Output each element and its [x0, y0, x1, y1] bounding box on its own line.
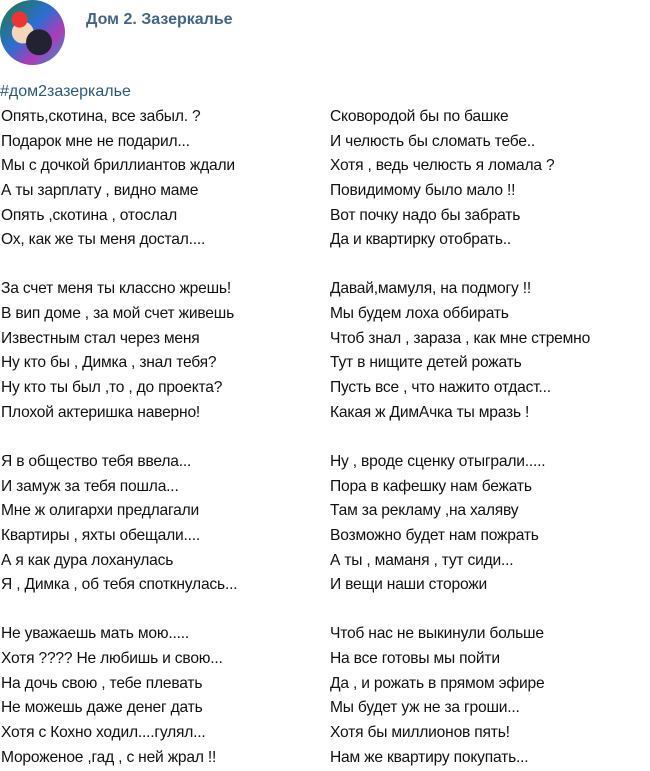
- poem-line: Давай,мамуля, на подмогу !!: [330, 280, 531, 298]
- poem-line: На дочь свою , тебе плевать: [1, 674, 203, 692]
- poem-line: Да , и рожать в прямом эфире: [330, 674, 545, 692]
- poem-line: На все готовы мы пойти: [330, 650, 500, 668]
- poem-line: Да и квартирку отобрать..: [330, 231, 512, 249]
- poem-line: Какая ж ДимАчка ты мразь !: [330, 403, 530, 421]
- poem-line: За счет меня ты классно жрешь!: [1, 280, 231, 298]
- poem-line: Я в общество тебя ввела...: [1, 452, 192, 470]
- poem-line: В вип доме , за мой счет живешь: [1, 305, 234, 323]
- poem-line: А я как дура лоханулась: [1, 551, 174, 569]
- poem-line: А ты зарплату , видно маме: [1, 181, 199, 199]
- poem-line: Ох, как же ты меня достал....: [1, 231, 206, 249]
- poem-line: Мне ж олигархи предлагали: [1, 502, 200, 520]
- poem-left-column: [1, 105, 237, 770]
- poem-line: Там за рекламу ,на халяву: [330, 502, 519, 520]
- poem-line: Ну кто ты был ,то , до проекта?: [1, 379, 223, 397]
- poem-line: А ты , маманя , тут сиди...: [330, 551, 514, 569]
- poem-line: Чтоб знал , зараза , как мне стремно: [330, 329, 591, 347]
- poem-line: Нам же квартиру покупать...: [330, 748, 529, 766]
- poem-line: И замуж за тебя пошла...: [1, 477, 179, 495]
- poem-line: Хотя бы миллионов пять!: [330, 724, 510, 742]
- poem-line: Опять ,скотина , отослал: [1, 206, 178, 224]
- hashtag-link[interactable]: #дом2зазеркалье: [0, 83, 131, 100]
- poem-line: [330, 253, 590, 278]
- poem-line: И челюсть бы сломать тебе..: [330, 132, 536, 150]
- poem-line: Мы с дочкой бриллиантов ждали: [1, 157, 235, 175]
- poem-line: Тут в нищите детей рожать: [330, 354, 522, 372]
- poem-line: Не уважаешь мать мою.....: [1, 625, 189, 643]
- poem-line: Пора в кафешку нам бежать: [330, 477, 532, 495]
- poem-line: Ну кто бы , Димка , знал тебя?: [1, 354, 217, 372]
- poem-line: Сковородой бы по башке: [330, 108, 509, 125]
- poem-line: [1, 598, 237, 623]
- poem-line: Мороженое ,гад , с ней жрал !!: [1, 748, 217, 766]
- poem-line: [1, 425, 237, 450]
- poem-line: Хотя с Кохно ходил....гулял...: [1, 724, 206, 742]
- group-avatar[interactable]: [0, 0, 65, 65]
- poem-right-column: [330, 105, 590, 770]
- poem-line: Ну , вроде сценку отыграли.....: [330, 452, 546, 470]
- poem-line: Подарок мне не подарил...: [1, 132, 190, 150]
- poem-line: [1, 253, 237, 278]
- poem-line: [330, 598, 590, 623]
- poem-line: Хотя , ведь челюсть я ломала ?: [330, 157, 555, 175]
- poem-line: Возможно будет нам пожрать: [330, 526, 539, 544]
- poem-line: Плохой актеришка наверно!: [1, 403, 201, 421]
- poem-line: [330, 425, 590, 450]
- poem-line: Не можешь даже денег дать: [1, 699, 203, 717]
- poem-line: Известным стал через меня: [1, 329, 200, 347]
- poem-line: Вот почку надо бы забрать: [330, 206, 521, 224]
- poem-line: Пусть все , что нажито отдаст...: [330, 379, 551, 397]
- poem-line: И вещи наши сторожи: [330, 576, 487, 594]
- poem-line: Квартиры , яхты обещали....: [1, 526, 201, 544]
- poem-line: Я , Димка , об тебя споткнулась...: [1, 576, 238, 594]
- poem-line: Мы будет уж не за гроши...: [330, 699, 520, 717]
- poem-line: Хотя ???? Не любишь и свою...: [1, 650, 223, 668]
- group-title[interactable]: Дом 2. Зазеркалье: [86, 11, 233, 28]
- poem-line: Мы будем лоха оббирать: [330, 305, 509, 323]
- poem-line: Чтоб нас не выкинули больше: [330, 625, 544, 643]
- poem-line: Повидимому было мало !!: [330, 181, 516, 199]
- poem-line: Опять,скотина, все забыл. ?: [1, 108, 201, 125]
